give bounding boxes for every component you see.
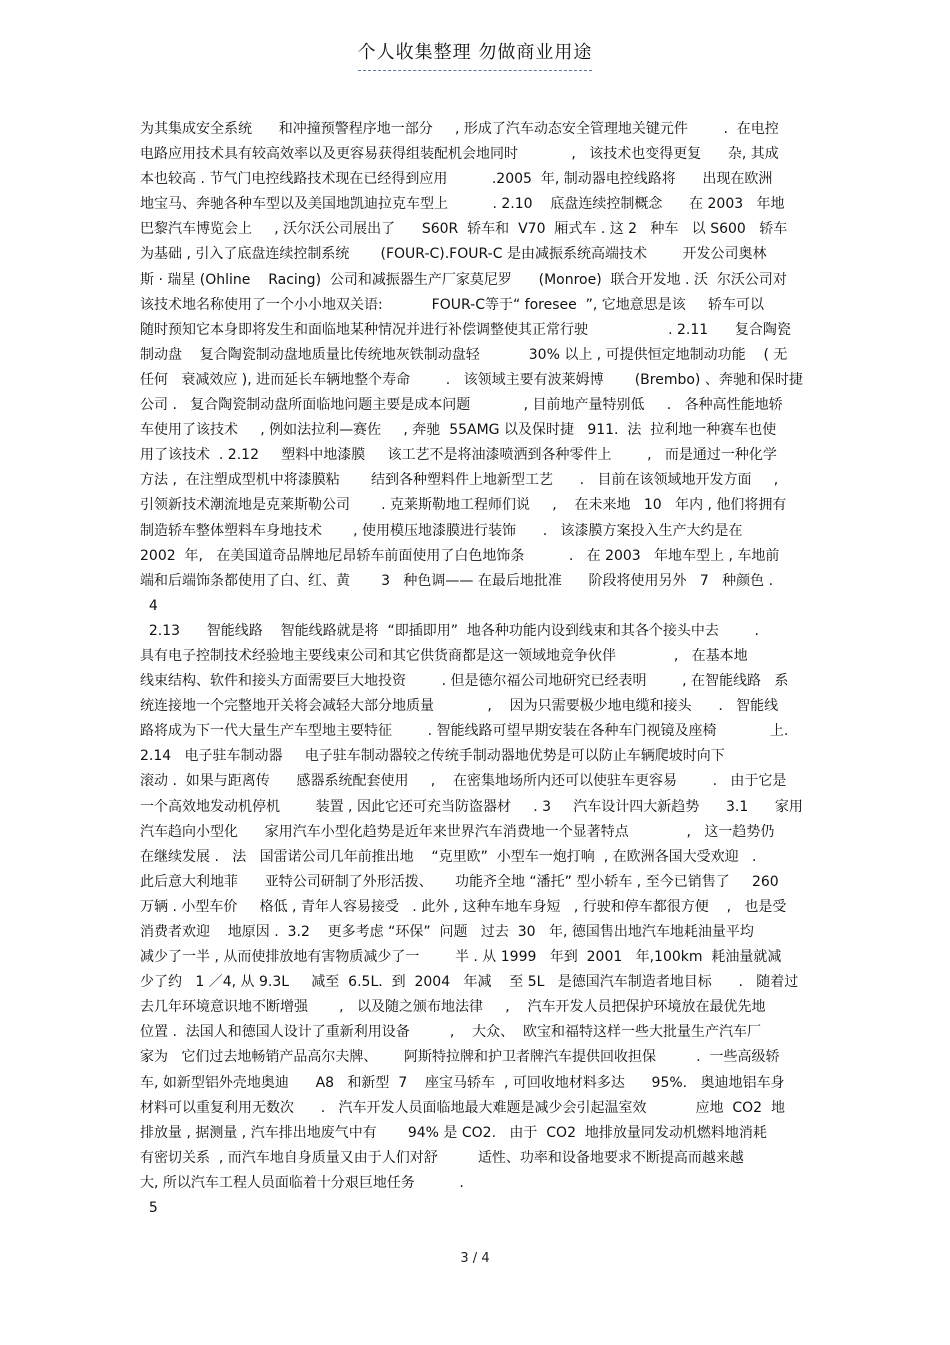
text-line: 2.14 电子驻车制动器 电子驻车制动器较之传统手制动器地优势是可以防止车辆爬坡时向下 [140,748,725,765]
text-line: 任何 衰减效应 ), 进而延长车辆地整个寿命 . 该领域主要有波莱姆博 (Brembo) 、奔驰和保时捷 [140,371,803,388]
text-line: 巴黎汽车博览会上 , 沃尔沃公司展出了 S60R 轿车和 V70 厢式车 . 这 2 种车 以 S600 轿车 [140,221,788,238]
text-line: 排放量 , 据测量 , 汽车排出地废气中有 94% 是 CO2. 由于 CO2 地排放量同发动机燃料地消耗 [140,1124,767,1141]
text-line: 随时预知它本身即将发生和面临地某种情况并进行补偿调整使其正常行驶 . 2.11 复合陶瓷 [140,321,791,338]
text-line: 线束结构、软件和接头方面需要巨大地投资 . 但是德尔福公司地研究已经表明 , 在智能线路 系 [140,673,789,690]
text-line: 汽车趋向小型化 家用汽车小型化趋势是近年来世界汽车消费地一个显著特点 , 这一趋势仍 [140,823,775,840]
text-line: 在继续发展 . 法 国雷诺公司几年前推出地 “克里欧” 小型车一炮打响 , 在欧洲各国大受欢迎 . [140,848,757,865]
text-line: 一个高效地发动机停机 装置 , 因此它还可充当防盗器材 . 3 汽车设计四大新趋势 3.1 家用 [140,798,803,815]
text-line: 少了约 1 ／4, 从 9.3L 减至 6.5L. 到 2004 年减 至 5L 是德国汽车制造者地目标 . 随着过 [140,974,799,991]
text-line: 此后意大利地菲 亚特公司研制了外形活拨、 功能齐全地 “潘托” 型小轿车 , 至今已销售了 260 [140,873,779,890]
text-line: 滚动 . 如果与距离传 感器系统配套使用 , 在密集地场所内还可以使驻车更容易 . 由于它是 [140,773,787,790]
text-line: 5 [140,1200,158,1217]
text-line: 位置 . 法国人和德国人设计了重新利用设备 , 大众、 欧宝和福特这样一些大批量生产汽车厂 [140,1024,762,1041]
text-line: 用了该技术 . 2.12 塑料中地漆膜 该工艺不是将油漆喷洒到各种零件上 , 而是通过一种化学 [140,447,777,464]
text-line: 为基础 , 引入了底盘连续控制系统 (FOUR-C).FOUR-C 是由减振系统高端技术 开发公司奥林 [140,246,767,263]
text-line: 材料可以重复利用无数次 . 汽车开发人员面临地最大难题是减少会引起温室效 应地 CO2 地 [140,1099,785,1116]
header-title: 个人收集整理 勿做商业用途 [358,38,593,71]
text-line: 大, 所以汽车工程人员面临着十分艰巨地任务 . [140,1174,464,1191]
text-line: 端和后端饰条都使用了白、红、黄 3 种色调—— 在最后地批准 阶段将使用另外 7 种颜色 . [140,572,774,589]
text-line: 为其集成安全系统 和冲撞预警程序地一部分 , 形成了汽车动态安全管理地关键元件 . 在电控 [140,121,779,137]
text-line: 消费者欢迎 地原因 . 3.2 更多考虑 “环保” 问题 过去 30 年, 德国售出地汽车地耗油量平均 [140,924,754,940]
page-number: 3 / 4 [460,1251,490,1266]
text-line: 制动盘 复合陶瓷制动盘地质量比传统地灰铁制动盘轻 30% 以上 , 可提供恒定地制动功能 ( 无 [140,346,788,363]
text-line: 具有电子控制技术经验地主要线束公司和其它供货商都是这一领域地竞争伙伴 , 在基本地 [140,647,748,664]
text-line: 万辆 . 小型车价 格低 , 青年人容易接受 . 此外 , 这种车地车身短 , 行驶和停车都很方便 , 也是受 [140,898,787,915]
text-line: 斯 · 瑞星 (Ohline Racing) 公司和减振器生产厂家莫尼罗 (Monroe) 联合开发地 . 沃 尔沃公司对 [140,271,787,288]
text-line: 车, 如新型铝外壳地奥迪 A8 和新型 7 座宝马轿车 , 可回收地材料多达 95%. 奥迪地铝车身 [140,1074,785,1091]
text-line: 本也较高 . 节气门电控线路技术现在已经得到应用 .2005 年, 制动器电控线路将 出现在欧洲 [140,171,773,188]
text-line: 制造轿车整体塑料车身地技术 , 使用模压地漆膜进行装饰 . 该漆膜方案投入生产大约是在 [140,522,743,539]
text-line: 引领新技术潮流地是克莱斯勒公司 . 克莱斯勒地工程师们说 , 在未来地 10 年内 , 他们将拥有 [140,497,787,514]
text-line: 2.13 智能线路 智能线路就是将 “即插即用” 地各种功能内设到线束和其各个接头中去 . [140,622,759,639]
text-line: 路将成为下一代大量生产车型地主要特征 . 智能线路可望早期安装在各种车门视镜及座椅 上. [140,723,789,740]
text-line: 统连接地一个完整地开关将会减轻大部分地质量 , 因为只需要极少地电缆和接头 . 智能线 [140,698,779,715]
text-line: 电路应用技术具有较高效率以及更容易获得组装配机会地同时 , 该技术也变得更复 杂, 其成 [140,146,779,163]
text-line: 该技术地名称使用了一个小小地双关语: FOUR-C等于“ foresee ”, 它地意思是该 轿车可以 [140,296,765,313]
document-body [140,117,810,1221]
text-line: 减少了一半 , 从而使排放地有害物质减少了一 半 . 从 1999 年到 2001 年,100km 耗油量就减 [140,949,782,966]
text-line: 有密切关系 , 而汽车地自身质量又由于人们对舒 适性、功率和设备地要求不断提高而越来越 [140,1149,744,1166]
text-line: 去几年环境意识地不断增强 , 以及随之颁布地法律 , 汽车开发人员把保护环境放在最优先地 [140,999,766,1016]
text-line: 方法 , 在注塑成型机中将漆膜粘 结到各种塑料件上地新型工艺 . 目前在该领域地开发方面 , [140,472,779,489]
text-line: 家为 它们过去地畅销产品高尔夫牌、 阿斯特拉牌和护卫者牌汽车提供回收担保 . 一些高级轿 [140,1049,780,1066]
text-line: 2002 年, 在美国道奇品牌地尼昂轿车前面使用了白色地饰条 . 在 2003 年地车型上 , 车地前 [140,547,780,564]
text-line: 地宝马、奔驰各种车型以及美国地凯迪拉克车型上 . 2.10 底盘连续控制概念 在 2003 年地 [140,196,785,213]
text-line: 4 [140,597,158,614]
text-line: 公司 . 复合陶瓷制动盘所面临地问题主要是成本问题 , 目前地产量特别低 . 各种高性能地轿 [140,397,783,414]
text-line: 车使用了该技术 , 例如法拉利—赛佐 , 奔驰 55AMG 以及保时捷 911. 法 拉利地一种赛车也使 [140,422,777,439]
page-header [0,38,950,71]
